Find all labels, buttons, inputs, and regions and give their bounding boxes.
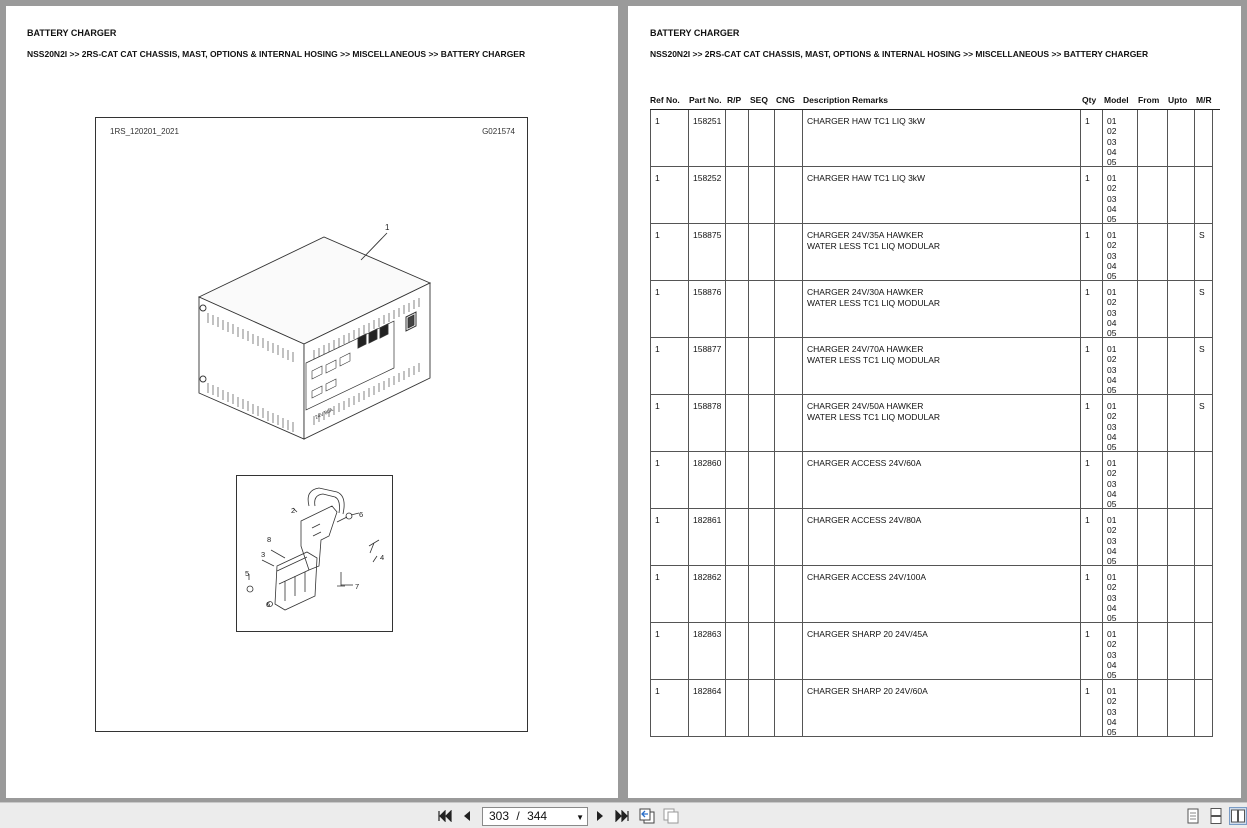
next-view-button[interactable]	[662, 807, 680, 825]
model-code: 01	[1107, 230, 1117, 240]
bracket-assembly-drawing	[237, 476, 392, 631]
cell-mr: S	[1195, 395, 1213, 452]
model-code: 05	[1107, 271, 1117, 282]
cell-upto	[1168, 338, 1195, 395]
model-code: 02	[1107, 126, 1117, 137]
cell-rp	[726, 623, 749, 680]
cell-seq	[749, 623, 775, 680]
cell-part-no: 182863	[689, 623, 726, 680]
cell-qty: 1	[1081, 566, 1103, 623]
cell-description	[803, 281, 1081, 338]
cell-model	[1103, 509, 1138, 566]
model-code: 02	[1107, 297, 1117, 308]
cell-part-no: 182862	[689, 566, 726, 623]
cell-ref-no: 1	[651, 566, 689, 623]
cell-upto	[1168, 224, 1195, 281]
model-code: 02	[1107, 468, 1117, 479]
cell-qty: 1	[1081, 623, 1103, 680]
cell-part-no: 158878	[689, 395, 726, 452]
cell-rp	[726, 395, 749, 452]
cell-description	[803, 110, 1081, 167]
header-qty: Qty	[1082, 95, 1097, 105]
model-code: 02	[1107, 354, 1117, 365]
table-row[interactable]	[651, 110, 1212, 167]
cell-part-no: 158251	[689, 110, 726, 167]
header-ref-no: Ref No.	[650, 95, 680, 105]
model-code: 04	[1107, 488, 1117, 499]
cell-upto	[1168, 281, 1195, 338]
charger-rating-label: 24V 80A	[314, 407, 335, 421]
cell-cng	[775, 452, 803, 509]
model-code: 03	[1107, 193, 1117, 204]
table-row[interactable]	[651, 680, 1212, 737]
two-page-view-icon	[1231, 809, 1245, 823]
header-rp: R/P	[727, 95, 742, 105]
left-page	[6, 6, 618, 798]
model-code: 02	[1107, 639, 1117, 650]
cell-ref-no: 1	[651, 680, 689, 737]
cell-cng	[775, 224, 803, 281]
cell-mr	[1195, 623, 1213, 680]
cell-model	[1103, 680, 1138, 737]
model-code: 03	[1107, 421, 1117, 432]
cell-upto	[1168, 167, 1195, 224]
cell-cng	[775, 509, 803, 566]
model-code: 03	[1107, 592, 1117, 603]
header-seq: SEQ	[750, 95, 768, 105]
cell-description	[803, 680, 1081, 737]
model-code: 05	[1107, 727, 1117, 738]
page-separator: /	[516, 809, 520, 823]
model-code: 05	[1107, 157, 1117, 168]
cell-model	[1103, 338, 1138, 395]
first-page-button[interactable]	[436, 807, 454, 825]
model-code: 03	[1107, 706, 1117, 717]
previous-view-icon	[639, 808, 655, 824]
model-code: 01	[1107, 686, 1117, 696]
cell-from	[1138, 281, 1168, 338]
cell-ref-no: 1	[651, 281, 689, 338]
table-row[interactable]	[651, 281, 1212, 338]
page-title: BATTERY CHARGER	[650, 28, 740, 38]
model-code: 01	[1107, 629, 1117, 639]
cell-from	[1138, 623, 1168, 680]
cell-from	[1138, 110, 1168, 167]
callout-3: 3	[261, 550, 266, 559]
model-code: 01	[1107, 344, 1117, 354]
model-code: 01	[1107, 572, 1117, 582]
table-row[interactable]	[651, 224, 1212, 281]
page-navigation-toolbar	[0, 802, 1247, 828]
cell-part-no: 182860	[689, 452, 726, 509]
next-view-icon	[663, 808, 679, 824]
single-page-view-button[interactable]	[1184, 807, 1202, 825]
callout-6-bottom: 6	[266, 600, 271, 609]
model-code: 05	[1107, 556, 1117, 567]
description-line-1: CHARGER 24V/30A HAWKER	[807, 287, 924, 297]
cell-qty: 1	[1081, 281, 1103, 338]
description-line-2: WATER LESS TC1 LIQ MODULAR	[807, 240, 941, 251]
cell-seq	[749, 509, 775, 566]
cell-mr	[1195, 566, 1213, 623]
inset-frame	[236, 475, 393, 632]
battery-charger-drawing	[194, 213, 434, 443]
model-code: 05	[1107, 385, 1117, 396]
description-line-1: CHARGER ACCESS 24V/80A	[807, 515, 922, 525]
cell-upto	[1168, 509, 1195, 566]
cell-upto	[1168, 680, 1195, 737]
cell-part-no: 182864	[689, 680, 726, 737]
cell-mr	[1195, 452, 1213, 509]
table-row[interactable]	[651, 566, 1212, 623]
model-code: 05	[1107, 613, 1117, 624]
callout-5: 5	[245, 569, 250, 578]
cell-mr	[1195, 167, 1213, 224]
description-line-1: CHARGER 24V/35A HAWKER	[807, 230, 924, 240]
cell-seq	[749, 224, 775, 281]
right-page	[628, 6, 1241, 798]
header-description: Description Remarks	[803, 95, 889, 105]
cell-part-no: 158877	[689, 338, 726, 395]
cell-ref-no: 1	[651, 224, 689, 281]
header-upto: Upto	[1168, 95, 1188, 105]
model-code: 02	[1107, 582, 1117, 593]
model-code: 04	[1107, 203, 1117, 214]
callout-2: 2	[291, 506, 296, 515]
parts-table-header	[650, 93, 1220, 110]
cell-cng	[775, 167, 803, 224]
cell-description	[803, 167, 1081, 224]
cell-part-no: 182861	[689, 509, 726, 566]
callout-4: 4	[380, 553, 385, 562]
continuous-view-button[interactable]	[1207, 807, 1225, 825]
cell-seq	[749, 680, 775, 737]
cell-ref-no: 1	[651, 110, 689, 167]
cell-model	[1103, 110, 1138, 167]
table-row[interactable]	[651, 623, 1212, 680]
cell-cng	[775, 395, 803, 452]
model-code: 01	[1107, 173, 1117, 183]
cell-model	[1103, 224, 1138, 281]
cell-qty: 1	[1081, 680, 1103, 737]
cell-model	[1103, 395, 1138, 452]
model-code: 04	[1107, 146, 1117, 157]
cell-upto	[1168, 623, 1195, 680]
model-code: 04	[1107, 317, 1117, 328]
last-page-button[interactable]	[613, 807, 631, 825]
cell-seq	[749, 395, 775, 452]
model-code: 05	[1107, 670, 1117, 681]
callout-8: 8	[267, 535, 272, 544]
description-line-1: CHARGER 24V/50A HAWKER	[807, 401, 924, 411]
next-page-icon	[595, 810, 605, 822]
cell-upto	[1168, 452, 1195, 509]
model-code: 03	[1107, 478, 1117, 489]
cell-rp	[726, 110, 749, 167]
prev-page-icon	[462, 810, 472, 822]
parts-table-body	[650, 110, 1212, 737]
page-number-input[interactable]	[482, 807, 588, 826]
cell-rp	[726, 509, 749, 566]
cell-mr	[1195, 110, 1213, 167]
model-code: 03	[1107, 649, 1117, 660]
header-model: Model	[1104, 95, 1129, 105]
callout-1: 1	[385, 223, 390, 232]
cell-qty: 1	[1081, 338, 1103, 395]
cell-qty: 1	[1081, 110, 1103, 167]
cell-rp	[726, 680, 749, 737]
cell-model	[1103, 623, 1138, 680]
model-code: 03	[1107, 136, 1117, 147]
header-part-no: Part No.	[689, 95, 722, 105]
cell-from	[1138, 167, 1168, 224]
cell-part-no: 158875	[689, 224, 726, 281]
cell-mr	[1195, 509, 1213, 566]
model-code: 04	[1107, 374, 1117, 385]
cell-description	[803, 224, 1081, 281]
model-code: 05	[1107, 442, 1117, 453]
diagram-frame	[95, 117, 528, 732]
breadcrumb: NSS20N2I >> 2RS-CAT CAT CHASSIS, MAST, OPTIONS & INTERNAL HOSING >> MISCELLANEOUS >> BATTERY CHARGER	[650, 49, 1149, 59]
model-code: 02	[1107, 411, 1117, 422]
single-page-view-icon	[1187, 808, 1199, 824]
page-dropdown-icon[interactable]: ▼	[576, 813, 584, 822]
model-code: 04	[1107, 431, 1117, 442]
description-line-1: CHARGER 24V/70A HAWKER	[807, 344, 924, 354]
model-code: 03	[1107, 307, 1117, 318]
cell-rp	[726, 224, 749, 281]
cell-model	[1103, 566, 1138, 623]
header-from: From	[1138, 95, 1160, 105]
table-row[interactable]	[651, 395, 1212, 452]
cell-mr: S	[1195, 338, 1213, 395]
model-code: 04	[1107, 716, 1117, 727]
description-line-1: CHARGER ACCESS 24V/60A	[807, 458, 922, 468]
model-code: 02	[1107, 183, 1117, 194]
cell-description	[803, 566, 1081, 623]
previous-page-button[interactable]	[458, 807, 476, 825]
next-page-button[interactable]	[591, 807, 609, 825]
model-code: 05	[1107, 499, 1117, 510]
cell-seq	[749, 167, 775, 224]
cell-mr: S	[1195, 281, 1213, 338]
cell-qty: 1	[1081, 452, 1103, 509]
cell-from	[1138, 680, 1168, 737]
cell-from	[1138, 566, 1168, 623]
model-code: 04	[1107, 260, 1117, 271]
cell-cng	[775, 680, 803, 737]
first-page-icon	[438, 810, 452, 822]
cell-rp	[726, 452, 749, 509]
diagram-code: 1RS_120201_2021	[110, 127, 179, 136]
cell-description	[803, 509, 1081, 566]
cell-ref-no: 1	[651, 167, 689, 224]
cell-cng	[775, 281, 803, 338]
cell-from	[1138, 338, 1168, 395]
diagram-id: G021574	[482, 127, 515, 136]
total-page-count: 344	[527, 809, 548, 823]
cell-description	[803, 395, 1081, 452]
cell-model	[1103, 281, 1138, 338]
model-code: 03	[1107, 364, 1117, 375]
table-row[interactable]	[651, 452, 1212, 509]
model-code: 04	[1107, 602, 1117, 613]
cell-from	[1138, 224, 1168, 281]
cell-upto	[1168, 566, 1195, 623]
model-code: 01	[1107, 287, 1117, 297]
cell-ref-no: 1	[651, 452, 689, 509]
cell-seq	[749, 110, 775, 167]
cell-ref-no: 1	[651, 623, 689, 680]
cell-part-no: 158876	[689, 281, 726, 338]
model-code: 02	[1107, 240, 1117, 251]
model-code: 02	[1107, 525, 1117, 536]
cell-model	[1103, 452, 1138, 509]
cell-from	[1138, 509, 1168, 566]
description-line-2: WATER LESS TC1 LIQ MODULAR	[807, 297, 941, 308]
cell-cng	[775, 623, 803, 680]
table-row[interactable]	[651, 509, 1212, 566]
model-code: 01	[1107, 515, 1117, 525]
cell-cng	[775, 110, 803, 167]
description-line-1: CHARGER ACCESS 24V/100A	[807, 572, 927, 582]
callout-6-top: 6	[359, 510, 364, 519]
cell-rp	[726, 281, 749, 338]
cell-rp	[726, 566, 749, 623]
description-line-1: CHARGER HAW TC1 LIQ 3kW	[807, 173, 926, 183]
table-row[interactable]	[651, 338, 1212, 395]
cell-description	[803, 623, 1081, 680]
cell-mr	[1195, 680, 1213, 737]
model-code: 01	[1107, 401, 1117, 411]
callout-7: 7	[355, 582, 360, 591]
model-code: 04	[1107, 659, 1117, 670]
header-cng: CNG	[776, 95, 795, 105]
page-title: BATTERY CHARGER	[27, 28, 117, 38]
cell-ref-no: 1	[651, 395, 689, 452]
cell-part-no: 158252	[689, 167, 726, 224]
cell-from	[1138, 395, 1168, 452]
cell-seq	[749, 281, 775, 338]
cell-seq	[749, 566, 775, 623]
table-row[interactable]	[651, 167, 1212, 224]
cell-description	[803, 452, 1081, 509]
header-mr: M/R	[1196, 95, 1212, 105]
model-code: 05	[1107, 328, 1117, 339]
cell-qty: 1	[1081, 395, 1103, 452]
description-line-1: CHARGER SHARP 20 24V/45A	[807, 629, 928, 639]
model-code: 03	[1107, 250, 1117, 261]
cell-cng	[775, 566, 803, 623]
cell-ref-no: 1	[651, 338, 689, 395]
cell-description	[803, 338, 1081, 395]
continuous-view-icon	[1210, 808, 1222, 824]
previous-view-button[interactable]	[638, 807, 656, 825]
last-page-icon	[615, 810, 629, 822]
cell-mr: S	[1195, 224, 1213, 281]
cell-qty: 1	[1081, 224, 1103, 281]
cell-seq	[749, 338, 775, 395]
model-code: 02	[1107, 696, 1117, 707]
cell-rp	[726, 338, 749, 395]
current-page-number: 303	[489, 809, 510, 823]
cell-seq	[749, 452, 775, 509]
model-code: 01	[1107, 116, 1117, 126]
cell-upto	[1168, 395, 1195, 452]
cell-upto	[1168, 110, 1195, 167]
cell-qty: 1	[1081, 509, 1103, 566]
model-code: 01	[1107, 458, 1117, 468]
description-line-2: WATER LESS TC1 LIQ MODULAR	[807, 354, 941, 365]
two-page-view-button[interactable]	[1229, 807, 1247, 825]
model-code: 05	[1107, 214, 1117, 225]
cell-from	[1138, 452, 1168, 509]
description-line-2: WATER LESS TC1 LIQ MODULAR	[807, 411, 941, 422]
cell-qty: 1	[1081, 167, 1103, 224]
model-code: 03	[1107, 535, 1117, 546]
cell-rp	[726, 167, 749, 224]
description-line-1: CHARGER SHARP 20 24V/60A	[807, 686, 928, 696]
model-code: 04	[1107, 545, 1117, 556]
cell-ref-no: 1	[651, 509, 689, 566]
breadcrumb: NSS20N2I >> 2RS-CAT CAT CHASSIS, MAST, OPTIONS & INTERNAL HOSING >> MISCELLANEOUS >> BATTERY CHARGER	[27, 49, 526, 59]
description-line-1: CHARGER HAW TC1 LIQ 3kW	[807, 116, 926, 126]
cell-cng	[775, 338, 803, 395]
cell-model	[1103, 167, 1138, 224]
